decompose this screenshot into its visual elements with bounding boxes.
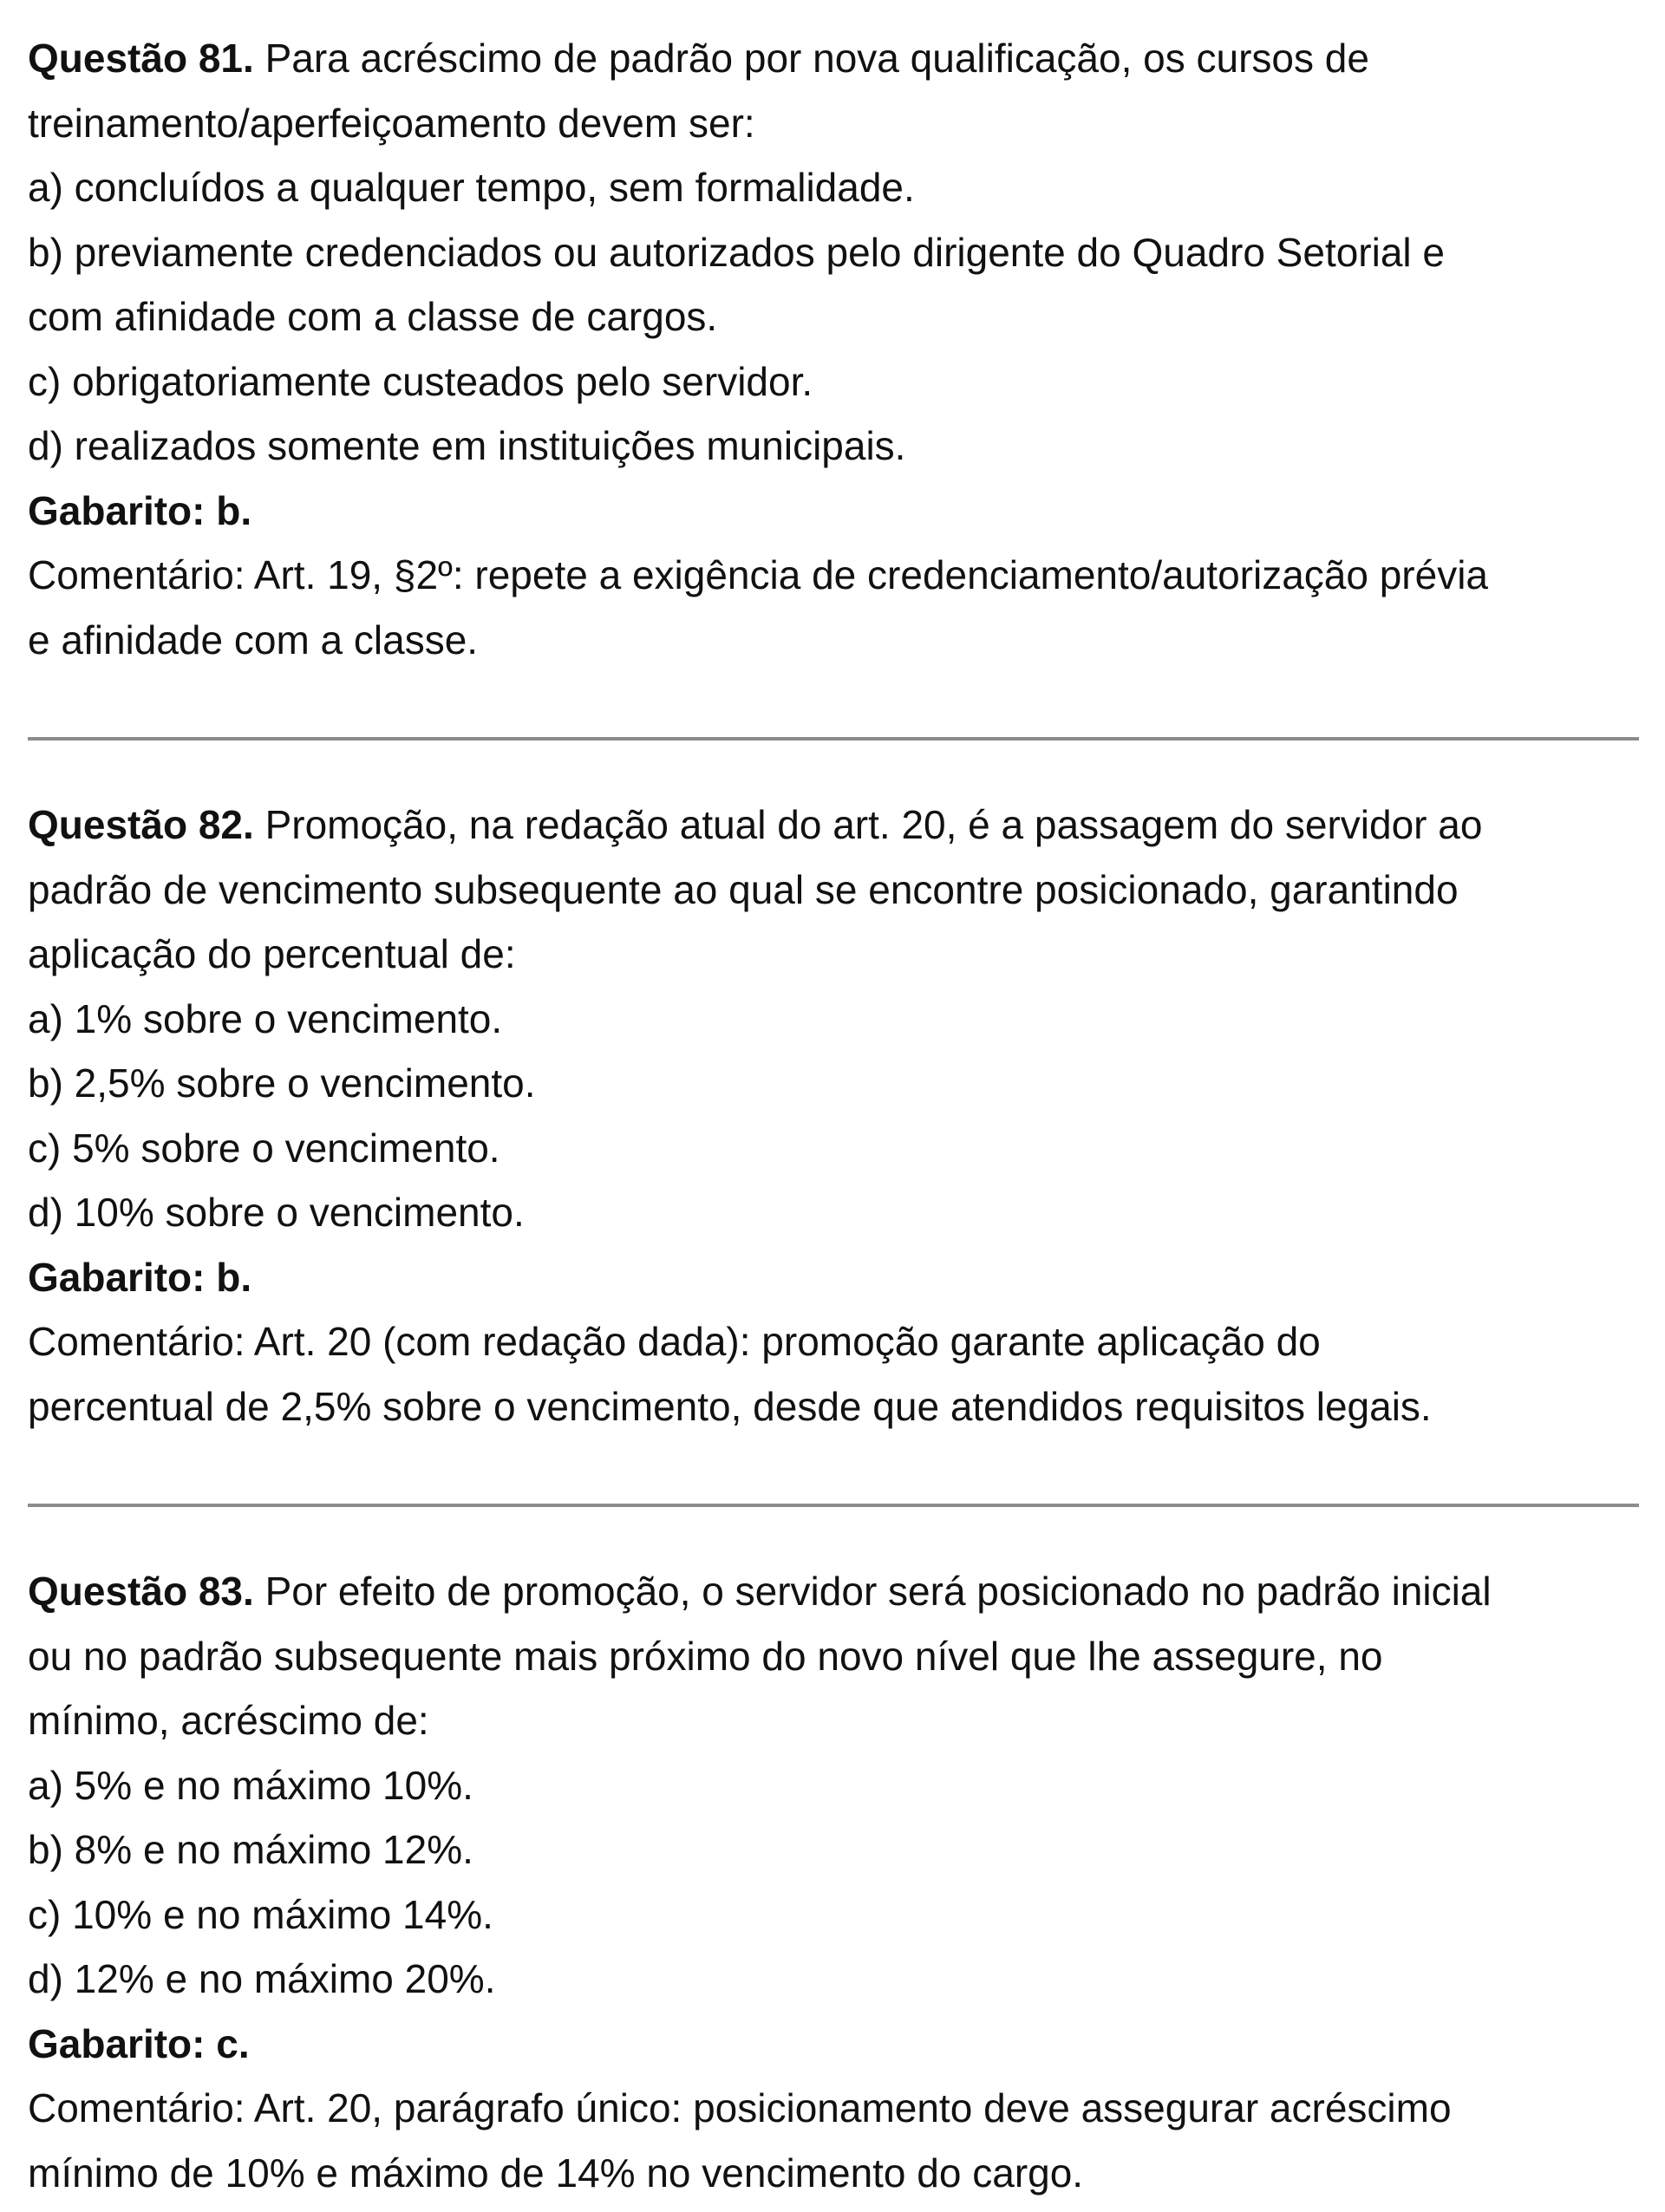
question-stem-line: ou no padrão subsequente mais próximo do novo nível que lhe assegure, no [28, 1633, 1383, 1679]
option-a: a) concluídos a qualquer tempo, sem formalidade. [28, 165, 915, 210]
answer-key: Gabarito: b. [28, 1254, 252, 1300]
comment-line: mínimo de 10% e máximo de 14% no vencimento do cargo. [28, 2150, 1084, 2196]
answer-key: Gabarito: b. [28, 487, 252, 533]
option-d: d) 10% sobre o vencimento. [28, 1190, 525, 1235]
question-81 [28, 26, 1639, 672]
option-b: b) 2,5% sobre o vencimento. [28, 1060, 536, 1106]
option-d: d) realizados somente em instituições municipais. [28, 423, 906, 468]
question-stem-line: padrão de vencimento subsequente ao qual se encontre posicionado, garantindo [28, 866, 1459, 912]
comment-line: Comentário: Art. 19, §2º: repete a exigência de credenciamento/autorização prévia [28, 552, 1489, 597]
answer-key: Gabarito: c. [28, 2020, 250, 2066]
comment-line: Comentário: Art. 20 (com redação dada): promoção garante aplicação do [28, 1319, 1321, 1364]
question-stem-text: Por efeito de promoção, o servidor será posicionado no padrão inicial [264, 1569, 1492, 1614]
option-b: b) 8% e no máximo 12%. [28, 1827, 473, 1872]
question-83 [28, 1559, 1639, 2205]
question-stem-line: aplicação do percentual de: [28, 931, 516, 976]
option-b-continued: com afinidade com a classe de cargos. [28, 294, 718, 339]
document-page [28, 26, 1639, 2205]
comment-line: Comentário: Art. 20, parágrafo único: posicionamento deve assegurar acréscimo [28, 2085, 1452, 2130]
question-82 [28, 793, 1639, 1439]
question-stem-line [28, 26, 1639, 91]
question-stem-text: Para acréscimo de padrão por nova qualificação, os cursos de [264, 36, 1369, 81]
question-label: Questão 81. [28, 36, 254, 81]
option-a: a) 1% sobre o vencimento. [28, 995, 503, 1041]
question-stem-line [28, 793, 1639, 858]
option-a: a) 5% e no máximo 10%. [28, 1762, 473, 1808]
question-stem-line: mínimo, acréscimo de: [28, 1698, 429, 1743]
option-c: c) 10% e no máximo 14%. [28, 1891, 493, 1937]
question-stem-text: Promoção, na redação atual do art. 20, é a passagem do servidor ao [264, 802, 1483, 847]
comment-line: e afinidade com a classe. [28, 617, 479, 662]
option-c: c) obrigatoriamente custeados pelo servidor. [28, 358, 813, 404]
option-d: d) 12% e no máximo 20%. [28, 1956, 496, 2001]
question-stem-line: treinamento/aperfeiçoamento devem ser: [28, 100, 755, 146]
option-b: b) previamente credenciados ou autorizados pelo dirigente do Quadro Setorial e [28, 229, 1446, 275]
question-label: Questão 82. [28, 802, 254, 847]
question-stem-line [28, 1559, 1639, 1624]
option-c: c) 5% sobre o vencimento. [28, 1125, 500, 1171]
question-label: Questão 83. [28, 1569, 254, 1614]
comment-line: percentual de 2,5% sobre o vencimento, desde que atendidos requisitos legais. [28, 1383, 1432, 1429]
